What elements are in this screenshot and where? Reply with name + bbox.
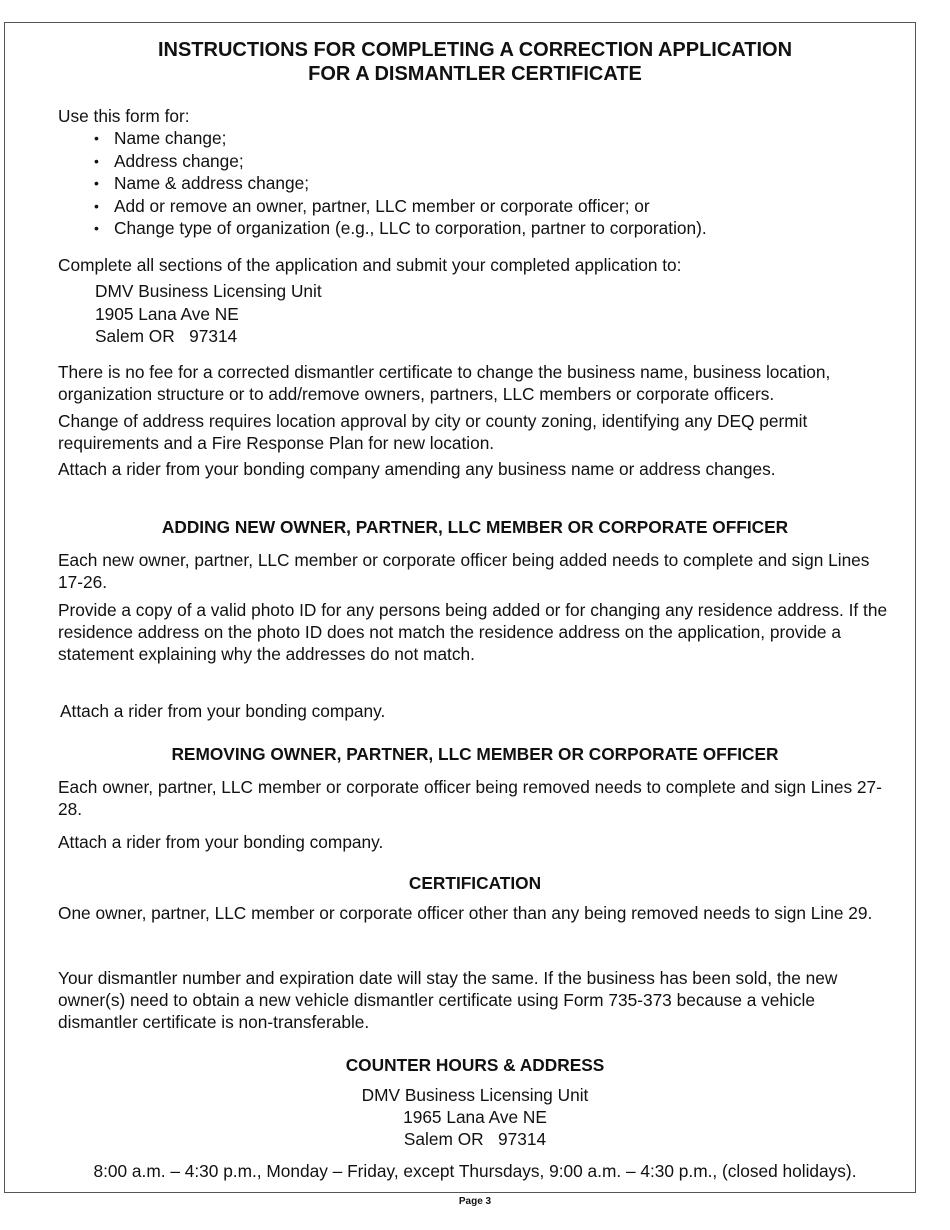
counter-address [0, 1084, 950, 1150]
intro-label: Use this form for: [58, 106, 190, 126]
counter-hours-heading: COUNTER HOURS & ADDRESS [345, 1055, 605, 1075]
bullet-icon: • [94, 152, 99, 169]
no-fee-paragraph: There is no fee for a corrected dismantler certificate to change the business name, business location, organization structure or to add/remove owners, partners, LLC members or corporate officers. [58, 362, 831, 404]
counter-address-line: DMV Business Licensing Unit [361, 1085, 589, 1105]
list-item: • Name change; [94, 128, 227, 148]
counter-address-line: 1965 Lana Ave NE [403, 1107, 547, 1127]
certification-heading: CERTIFICATION [408, 873, 542, 893]
counter-address-line: Salem OR 97314 [403, 1129, 547, 1149]
address-change-paragraph: Change of address requires location approval by city or county zoning, identifying any DEQ permit requirements and a Fire Response Plan for new location. [58, 411, 808, 453]
photo-id-paragraph: Provide a copy of a valid photo ID for any persons being added or for changing any residence address. If the residence address on the photo ID does not match the residence address on the application, provide a statement explaining why the addresses do not match. [58, 600, 888, 664]
list-item: • Add or remove an owner, partner, LLC member or corporate officer; or [94, 195, 650, 216]
page-title-line-1: INSTRUCTIONS FOR COMPLETING A CORRECTION APPLICATION [157, 39, 793, 61]
removing-owner-paragraph: Each owner, partner, LLC member or corporate officer being removed needs to complete and sign Lines 27-28. [58, 777, 882, 819]
removing-rider-paragraph: Attach a rider from your bonding company. [58, 832, 384, 852]
counter-hours: 8:00 a.m. – 4:30 p.m., Monday – Friday, except Thursdays, 9:00 a.m. – 4:30 p.m., (closed holidays). [93, 1161, 857, 1181]
removing-owner-heading: REMOVING OWNER, PARTNER, LLC MEMBER OR CORPORATE OFFICER [171, 744, 779, 764]
adding-rider-paragraph: Attach a rider from your bonding company. [60, 701, 386, 721]
mailing-address-line: 1905 Lana Ave NE [95, 303, 239, 324]
adding-owner-heading: ADDING NEW OWNER, PARTNER, LLC MEMBER OR CORPORATE OFFICER [161, 517, 789, 537]
list-item: • Name & address change; [94, 173, 310, 193]
bullet-icon: • [94, 175, 99, 191]
bullet-icon: • [94, 220, 99, 236]
dismantler-number-paragraph: Your dismantler number and expiration date will stay the same. If the business has been sold, the new owner(s) need to obtain a new vehicle dismantler certificate using Form 735-373 because a vehicle dismantler certificate is non-transferable. [58, 968, 838, 1032]
list-item: • Address change; [94, 150, 244, 171]
mailing-address-line: DMV Business Licensing Unit [95, 281, 322, 301]
page-number: Page 3 [458, 1196, 492, 1207]
mailing-address-line: Salem OR 97314 [95, 326, 238, 346]
submit-instructions: Complete all sections of the application and submit your completed application to: [58, 255, 682, 275]
certification-paragraph: One owner, partner, LLC member or corporate officer other than any being removed needs to sign Line 29. [58, 903, 873, 923]
adding-owner-paragraph: Each new owner, partner, LLC member or corporate officer being added needs to complete and sign Lines 17-26. [58, 550, 870, 592]
use-cases-list [94, 127, 874, 240]
page-title-line-2: FOR A DISMANTLER CERTIFICATE [308, 63, 642, 85]
page-title [0, 38, 950, 86]
mailing-address [95, 280, 322, 348]
list-item: • Change type of organization (e.g., LLC to corporation, partner to corporation). [94, 218, 707, 238]
bullet-icon: • [94, 130, 99, 146]
rider-paragraph: Attach a rider from your bonding company amending any business name or address changes. [58, 459, 776, 479]
bullet-icon: • [94, 197, 99, 214]
